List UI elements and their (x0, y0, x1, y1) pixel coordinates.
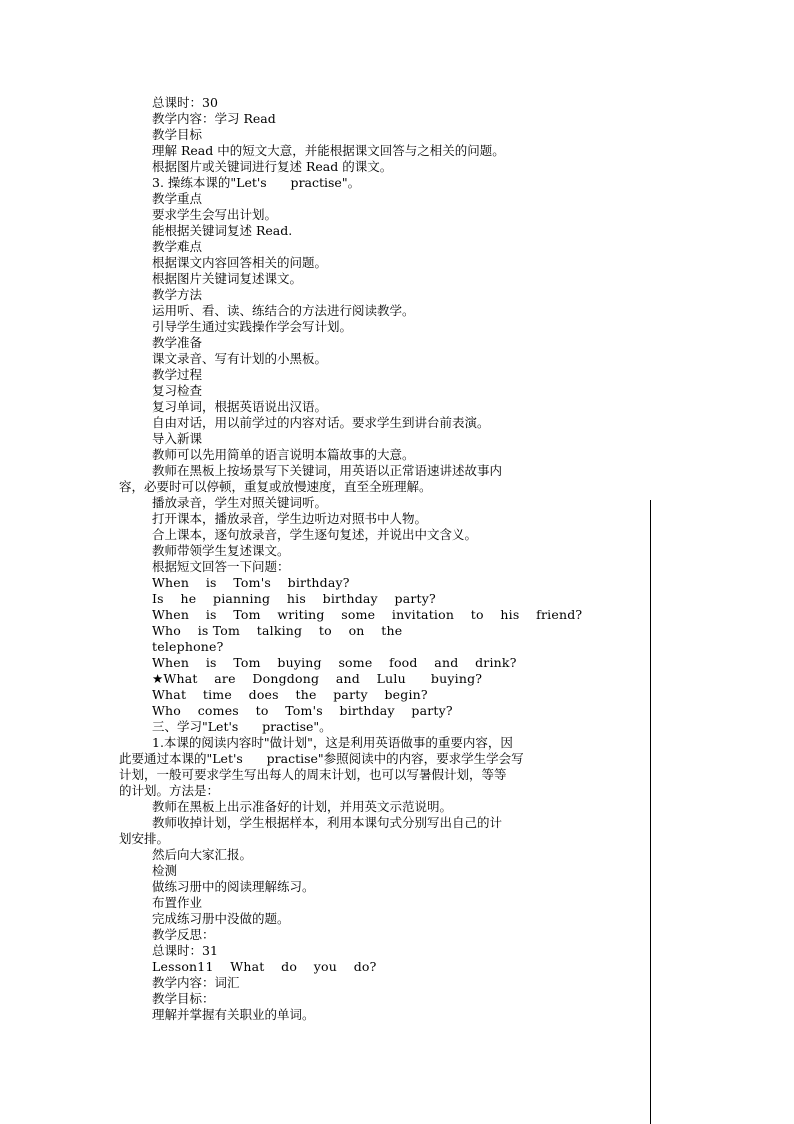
question-line: Who comes to Tom's birthday party? (152, 703, 453, 718)
text-line: 教学重点 (152, 191, 203, 206)
text-line: 课文录音、写有计划的小黑板。 (152, 351, 328, 366)
text-line: 容，必要时可以停顿，重复或放慢速度，直至全班理解。 (119, 479, 432, 494)
text-line: 要求学生会写出计划。 (152, 207, 278, 222)
text-line: 做练习册中的阅读理解练习。 (152, 879, 315, 894)
text-line: 总课时：31 (152, 943, 218, 958)
document-body (0, 95, 794, 1023)
text-line: 教学过程 (152, 367, 203, 382)
text-line: 播放录音，学生对照关键词听。 (152, 495, 328, 510)
question-line: Who is Tom talking to on the (152, 623, 403, 638)
question-line: telephone? (152, 639, 224, 654)
text-line: 总课时：30 (152, 95, 218, 110)
question-line: When is Tom's birthday? (152, 575, 350, 590)
text-line: 理解 Read 中的短文大意，并能根据课文回答与之相关的问题。 (152, 143, 505, 158)
lesson-title: Lesson11 What do you do? (152, 959, 377, 974)
text-line: 计划，一般可要求学生写出每人的周末计划，也可以写暑假计划，等等 (119, 767, 507, 782)
question-line: What time does the party begin? (152, 687, 428, 702)
text-line: 根据课文内容回答相关的问题。 (152, 255, 328, 270)
text-line: 教学准备 (152, 335, 203, 350)
text-line: 教学方法 (152, 287, 203, 302)
text-line: 的计划。方法是： (119, 783, 220, 798)
text-line: 教学内容：词汇 (152, 975, 240, 990)
text-line: 检测 (152, 863, 178, 878)
text-line: 教师在黑板上出示准备好的计划，并用英文示范说明。 (152, 799, 453, 814)
text-line: 复习单词，根据英语说出汉语。 (152, 399, 328, 414)
text-line: 根据图片或关键词进行复述 Read 的课文。 (152, 159, 393, 174)
text-line: 复习检查 (152, 383, 203, 398)
text-line: 3. 操练本课的"Let's practise"。 (152, 175, 361, 190)
text-line: 1.本课的阅读内容时"做计划"，这是利用英语做事的重要内容，因 (152, 735, 513, 750)
text-line: 布置作业 (152, 895, 203, 910)
text-line: 然后向大家汇报。 (152, 847, 253, 862)
question-line: When is Tom buying some food and drink? (152, 655, 517, 670)
text-line: 教学目标： (152, 991, 215, 1006)
text-line: 能根据关键词复述 Read. (152, 223, 293, 238)
text-line: 根据短文回答一下问题： (152, 559, 290, 574)
text-line: 根据图片关键词复述课文。 (152, 271, 303, 286)
text-line: 导入新课 (152, 431, 203, 446)
text-line: 完成练习册中没做的题。 (152, 911, 290, 926)
section-heading: 三、学习"Let's practise"。 (152, 719, 332, 734)
question-line: ★What are Dongdong and Lulu buying? (152, 671, 483, 686)
text-line: 引导学生通过实践操作学会写计划。 (152, 319, 353, 334)
text-line: 教师可以先用简单的语言说明本篇故事的大意。 (152, 447, 415, 462)
text-line: 教师带领学生复述课文。 (152, 543, 290, 558)
text-line: 划安排。 (119, 831, 170, 846)
text-line: 教学反思： (152, 927, 215, 942)
text-line: 理解并掌握有关职业的单词。 (152, 1007, 315, 1022)
text-line: 此要通过本课的"Let's practise"参照阅读中的内容，要求学生学会写 (119, 751, 524, 766)
text-line: 合上课本，逐句放录音，学生逐句复述，并说出中文含义。 (152, 527, 478, 542)
question-line: When is Tom writing some invitation to his friend? (152, 607, 583, 622)
question-line: Is he pianning his birthday party? (152, 591, 436, 606)
text-line: 教师收掉计划，学生根据样本，利用本课句式分别写出自己的计 (152, 815, 503, 830)
text-line: 自由对话，用以前学过的内容对话。要求学生到讲台前表演。 (152, 415, 490, 430)
text-line: 教师在黑板上按场景写下关键词，用英语以正常语速讲述故事内 (152, 463, 503, 478)
margin-rule (650, 500, 651, 1124)
text-line: 教学难点 (152, 239, 203, 254)
text-line: 运用听、看、读、练结合的方法进行阅读教学。 (152, 303, 415, 318)
text-line: 教学内容：学习 Read (152, 111, 276, 126)
text-line: 教学目标 (152, 127, 203, 142)
text-line: 打开课本，播放录音，学生边听边对照书中人物。 (152, 511, 428, 526)
